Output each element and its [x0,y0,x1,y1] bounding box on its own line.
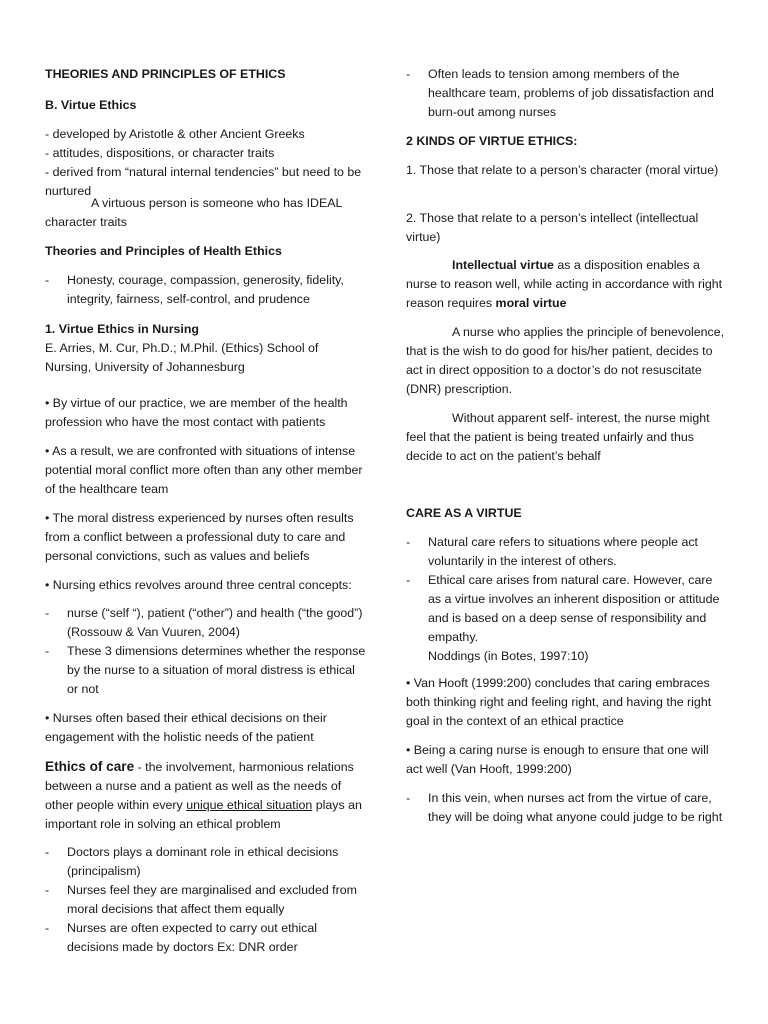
list-item: - Doctors plays a dominant role in ethical decisions (principalism) [45,845,339,878]
document-title: THEORIES AND PRINCIPLES OF ETHICS [45,67,286,81]
bullet-holistic: • Nurses often based their ethical decisions on their engagement with the holistic needs of the patient [45,711,327,744]
list-item: - nurse (“self “), patient (“other”) and health (“the good”) (Rossouw & Van Vuuren, 2004) [45,606,363,639]
list-item: - Natural care refers to situations where people act voluntarily in the interest of others. [406,535,698,568]
vein-text: In this vein, when nurses act from the virtue of care, they will be doing what anyone could judge to be right [428,791,723,824]
care-list [406,533,728,666]
self-interest-paragraph: Without apparent self- interest, the nurse might feel that the patient is being treated unfairly and thus decide to act on the patient’s behalf [406,411,710,463]
health-ethics-heading: Theories and Principles of Health Ethics [45,244,282,258]
bullet-practice: • By virtue of our practice, we are member of the health profession who have the most contact with patients [45,396,348,429]
benevolence-paragraph: A nurse who applies the principle of benevolence, that is the wish to do good for his/her patient, decides to act in direct opposition to a doctor’s do not resuscitate (DNR) prescription. [406,325,725,396]
tension-list-item: - Often leads to tension among members of the healthcare team, problems of job dissatisfaction and burn-out among nurses [406,65,728,122]
bullet-distress: • The moral distress experienced by nurses often results from a conflict between a professional duty to care and personal convictions, such as values and beliefs [45,511,354,563]
list-item: - Ethical care arises from natural care. However, care as a virtue involves an inherent disposition or attitude and is based on a deep sense of responsibility and empathy. [406,573,720,644]
bullet-result: • As a result, we are confronted with situations of intense potential moral conflict more often than any other member of the healthcare team [45,444,363,496]
list-item: - These 3 dimensions determines whether the response by the nurse to a situation of moral distress is ethical or not [45,644,366,696]
text-line: - developed by Aristotle & other Ancient Greeks [45,127,305,141]
text-line: - attitudes, dispositions, or character traits [45,146,275,160]
virtues-list-item: - Honesty, courage, compassion, generosity, fidelity, integrity, fairness, self-control, and prudence [45,271,367,309]
tension-text: Often leads to tension among members of the healthcare team, problems of job dissatisfaction and burn-out among nurses [428,67,714,119]
list-item: - Nurses feel they are marginalised and excluded from moral decisions that affect them equally [45,883,357,916]
bullet-concepts: • Nursing ethics revolves around three central concepts: [45,578,352,592]
virtuous-person-paragraph: A virtuous person is someone who has IDEAL character traits [45,196,342,229]
unique-ethical-situation: unique ethical situation [186,798,313,812]
vein-list-item: - In this vein, when nurses act from the virtue of care, they will be doing what anyone could judge to be right [406,789,728,827]
virtues-list-text: Honesty, courage, compassion, generosity, fidelity, integrity, fairness, self-control, and prudence [67,273,344,306]
care-heading: CARE AS A VIRTUE [406,506,522,520]
kind-intellectual: 2. Those that relate to a person’s intellect (intellectual virtue) [406,211,699,244]
kinds-heading: 2 KINDS OF VIRTUE ETHICS: [406,134,578,148]
moral-virtue-term: moral virtue [495,296,567,310]
kind-moral: 1. Those that relate to a person’s character (moral virtue) [406,163,719,177]
text-line: - derived from “natural internal tendencies” but need to be nurtured [45,165,362,198]
ethics-of-care-term: Ethics of care [45,759,135,774]
intellectual-virtue-term: Intellectual virtue [452,258,554,272]
concepts-list [45,604,367,699]
aristotle-lines [45,125,367,201]
bullet-vanhooft: • Van Hooft (1999:200) concludes that caring embraces both thinking right and feeling right, and having the right goal in the context of an ethical practice [406,676,712,728]
section-virtue-ethics: B. Virtue Ethics [45,98,137,112]
bullet-caring: • Being a caring nurse is enough to ensure that one will act well (Van Hooft, 1999:200) [406,743,709,776]
ethics-of-care-paragraph: Ethics of care - the involvement, harmonious relations between a nurse and a patient as well as the needs of other people within every unique ethical situation plays an important role in solving an ethical problem [45,759,362,831]
doctor-list [45,843,367,957]
citation-line: Noddings (in Botes, 1997:10) [428,649,589,663]
author-line: E. Arries, M. Cur, Ph.D.; M.Phil. (Ethics) School of Nursing, University of Johannesburg [45,341,319,374]
list-item: - Nurses are often expected to carry out ethical decisions made by doctors Ex: DNR order [45,921,318,954]
nursing-heading: 1. Virtue Ethics in Nursing [45,322,199,336]
intellectual-virtue-paragraph: Intellectual virtue as a disposition enables a nurse to reason well, while acting in accordance with right reason requires moral virtue [406,258,723,310]
